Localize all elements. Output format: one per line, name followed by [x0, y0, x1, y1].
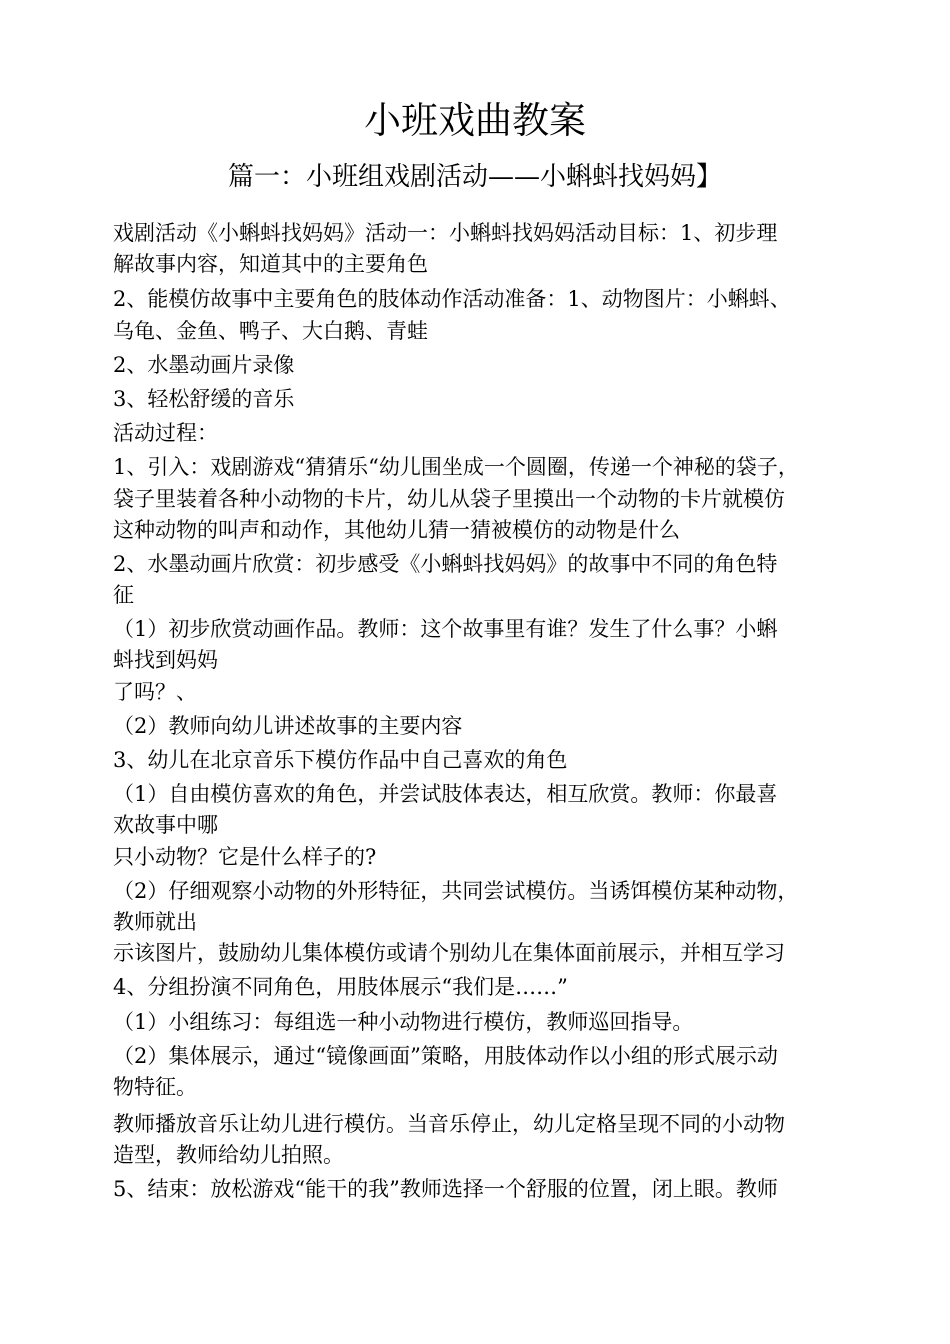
body-line: （1）初步欣赏动画作品。教师：这个故事里有谁？发生了什么事？小蝌 — [113, 617, 778, 642]
body-line: 造型，教师给幼儿拍照。 — [113, 1143, 344, 1168]
body-line: （2）教师向幼儿讲述故事的主要内容 — [113, 713, 463, 738]
body-line: 2、能模仿故事中主要角色的肢体动作活动准备：1、动物图片：小蝌蚪、 — [113, 287, 791, 312]
body-line: 4、分组扮演不同角色，用肢体展示“我们是……” — [113, 975, 568, 1000]
body-line: 教师就出 — [113, 909, 197, 934]
body-line: 只小动物？它是什么样子的? — [113, 844, 377, 869]
body-line: 教师播放音乐让幼儿进行模仿。当音乐停止，幼儿定格呈现不同的小动物 — [113, 1112, 785, 1137]
body-line: 了吗？、 — [113, 679, 197, 704]
body-line: 物特征。 — [113, 1074, 197, 1099]
body-line: 袋子里装着各种小动物的卡片，幼儿从袋子里摸出一个动物的卡片就模仿 — [113, 486, 785, 511]
body-line: 解故事内容，知道其中的主要角色 — [113, 252, 428, 277]
body-line: （2）集体展示，通过“镜像画面”策略，用肢体动作以小组的形式展示动 — [113, 1043, 778, 1068]
body-line: 3、幼儿在北京音乐下模仿作品中自己喜欢的角色 — [113, 748, 568, 772]
body-line: 这种动物的叫声和动作，其他幼儿猜一猜被模仿的动物是什么 — [113, 517, 680, 542]
body-line: （1）自由模仿喜欢的角色，并尝试肢体表达，相互欣赏。教师：你最喜 — [113, 782, 778, 807]
body-line: （2）仔细观察小动物的外形特征，共同尝试模仿。当诱饵模仿某种动物， — [113, 878, 799, 903]
body-line: 欢故事中哪 — [113, 813, 218, 838]
document-title: 小班戏曲教案 — [364, 99, 586, 142]
document-body — [113, 218, 873, 1206]
body-line: 戏剧活动《小蝌蚪找妈妈》活动一：小蝌蚪找妈妈活动目标：1、初步理 — [113, 221, 778, 245]
body-line: 示该图片，鼓励幼儿集体模仿或请个别幼儿在集体面前展示，并相互学习 — [113, 941, 785, 966]
body-line: 蚪找到妈妈 — [113, 648, 218, 673]
body-line: （1）小组练习：每组选一种小动物进行模仿，教师巡回指导。 — [113, 1009, 694, 1034]
body-line: 乌龟、金鱼、鸭子、大白鹅、青蛙 — [113, 318, 428, 343]
body-line: 2、水墨动画片欣赏：初步感受《小蝌蚪找妈妈》的故事中不同的角色特 — [113, 551, 778, 576]
body-line: 1、引入：戏剧游戏“猜猜乐“幼儿围坐成一个圆圈，传递一个神秘的袋子， — [113, 455, 799, 480]
body-line: 5、结束：放松游戏“能干的我”教师选择一个舒服的位置，闭上眼。教师 — [113, 1177, 778, 1202]
body-line: 2、水墨动画片录像 — [113, 352, 295, 377]
body-line: 征 — [113, 583, 134, 608]
body-line: 3、轻松舒缓的音乐 — [113, 386, 295, 411]
document-subtitle: 篇一：小班组戏剧活动——小蝌蚪找妈妈】 — [227, 162, 722, 192]
body-line: 活动过程： — [113, 421, 218, 446]
